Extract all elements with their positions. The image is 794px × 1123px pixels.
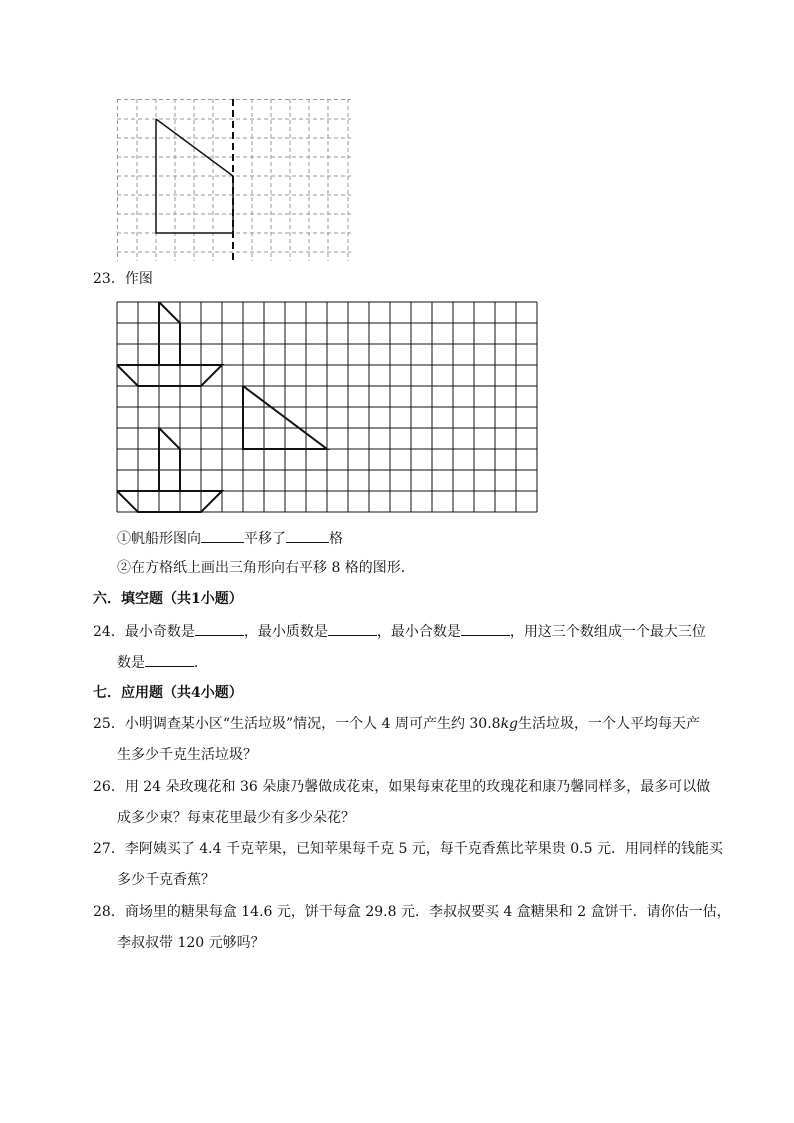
problem-23-item-2: ②在方格纸上画出三角形向右平移 8 格的图形． [117,560,415,576]
blank-largest-number[interactable] [145,652,194,667]
question-25-line-2: 生多少千克生活垃圾？ [117,747,257,763]
question-27-line-2: 多少千克香蕉？ [117,872,215,888]
blank-grid-count[interactable] [286,528,329,543]
question-24-line-1: 24．最小奇数是 ，最小质数是 ，最小合数是 ，用这三个数组成一个最大三位 [93,621,706,641]
blank-direction[interactable] [201,528,244,543]
translation-grid-figure [116,301,540,515]
blank-smallest-odd[interactable] [195,621,244,636]
question-27-line-1: 27．李阿姨买了 4.4 千克苹果，已知苹果每千克 5 元，每千克香蕉比苹果贵 0.5 元．用同样的钱能买 [93,841,723,857]
problem-23-item-1: ①帆船形图向 平移了 格 [117,528,343,548]
blank-smallest-prime[interactable] [328,621,377,636]
question-28-line-2: 李叔叔带 120 元够吗？ [117,935,265,951]
problem-23-title: 作图 [124,271,153,287]
question-28-line-1: 28．商场里的糖果每盒 14.6 元，饼干每盒 29.8 元．李叔叔要买 4 盒糖果和 2 盒饼干．请你估一估， [93,904,731,920]
blank-smallest-composite[interactable] [461,621,510,636]
question-26-line-2: 成多少束？每束花里最少有多少朵花？ [117,810,355,826]
question-25-line-1: 25．小明调查某小区“生活垃圾”情况，一个人 4 周可产生约 30.8kg生活垃圾，一个人平均每天产 [93,716,701,732]
section-6-heading: 六．填空题（共1小题） [93,591,243,607]
symmetry-grid-figure [117,99,351,261]
section-7-heading: 七．应用题（共4小题） [93,685,243,701]
question-26-line-1: 26．用 24 朵玫瑰花和 36 朵康乃馨做成花束，如果每束花里的玫瑰花和康乃馨同样多，最多可以做 [93,779,711,795]
problem-23-number: 23． [93,271,125,287]
question-24-line-2: 数是 ． [117,652,208,672]
